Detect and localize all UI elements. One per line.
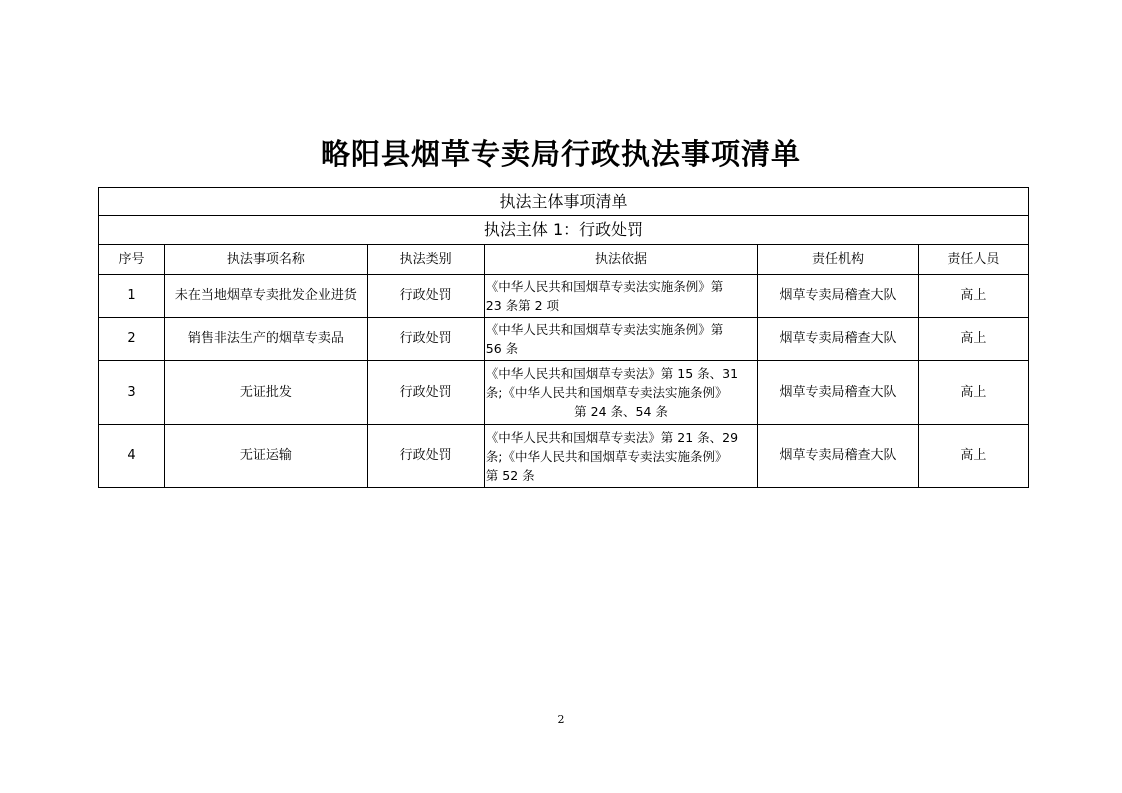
row-responsible-person: 高上 [918, 318, 1028, 361]
header-responsible-person: 责任人员 [918, 245, 1028, 275]
row-legal-basis [484, 318, 758, 361]
header-legal-basis: 执法依据 [484, 245, 758, 275]
table-banner: 执法主体事项清单 [99, 188, 1029, 216]
table-row [99, 361, 1029, 425]
header-seq: 序号 [99, 245, 165, 275]
enforcement-subject-heading: 执法主体 1：行政处罚 [99, 216, 1029, 245]
row-responsible-agency: 烟草专卖局稽查大队 [758, 361, 918, 425]
row-category: 行政处罚 [367, 318, 484, 361]
row-item-name: 未在当地烟草专卖批发企业进货 [165, 275, 367, 318]
row-category: 行政处罚 [367, 361, 484, 425]
row-legal-basis [484, 425, 758, 488]
row-responsible-person: 高上 [918, 425, 1028, 488]
row-responsible-agency: 烟草专卖局稽查大队 [758, 318, 918, 361]
row-responsible-person: 高上 [918, 361, 1028, 425]
table-row [99, 318, 1029, 361]
document-title: 略阳县烟草专卖局行政执法事项清单 [320, 137, 801, 171]
legal-basis-line: 《中华人民共和国烟草专卖法实施条例》第 [485, 279, 724, 294]
header-item-name: 执法事项名称 [165, 245, 367, 275]
legal-basis-line: 《中华人民共和国烟草专卖法》第 21 条、29 [485, 429, 739, 445]
row-category: 行政处罚 [367, 425, 484, 488]
row-item-name: 销售非法生产的烟草专卖品 [165, 318, 367, 361]
row-category: 行政处罚 [367, 275, 484, 318]
row-responsible-person: 高上 [918, 275, 1028, 318]
row-responsible-agency: 烟草专卖局稽查大队 [758, 425, 918, 488]
legal-basis-line: 56 条 [485, 341, 519, 356]
table-row [99, 275, 1029, 318]
legal-basis-line: 条;《中华人民共和国烟草专卖法实施条例》 [485, 385, 728, 400]
row-seq: 4 [99, 425, 165, 488]
legal-basis-line: 《中华人民共和国烟草专卖法实施条例》第 [485, 322, 724, 337]
legal-basis-line: 《中华人民共和国烟草专卖法》第 15 条、31 [485, 366, 739, 381]
header-category: 执法类别 [367, 245, 484, 275]
row-item-name: 无证运输 [165, 425, 367, 488]
table-row [99, 425, 1029, 488]
row-responsible-agency: 烟草专卖局稽查大队 [758, 275, 918, 318]
row-seq: 3 [99, 361, 165, 425]
row-seq: 2 [99, 318, 165, 361]
row-seq: 1 [99, 275, 165, 318]
header-responsible-agency: 责任机构 [758, 245, 918, 275]
legal-basis-line: 条;《中华人民共和国烟草专卖法实施条例》 [485, 448, 728, 464]
legal-basis-line: 第 52 条 [485, 467, 535, 483]
table-header-row [99, 245, 1029, 275]
legal-basis-line: 23 条第 2 项 [485, 298, 560, 313]
row-legal-basis [484, 361, 758, 425]
legal-basis-line: 第 24 条、54 条 [574, 404, 668, 419]
enforcement-items-table [98, 187, 1029, 488]
row-item-name: 无证批发 [165, 361, 367, 425]
row-legal-basis [484, 275, 758, 318]
page-number: 2 [557, 713, 565, 726]
